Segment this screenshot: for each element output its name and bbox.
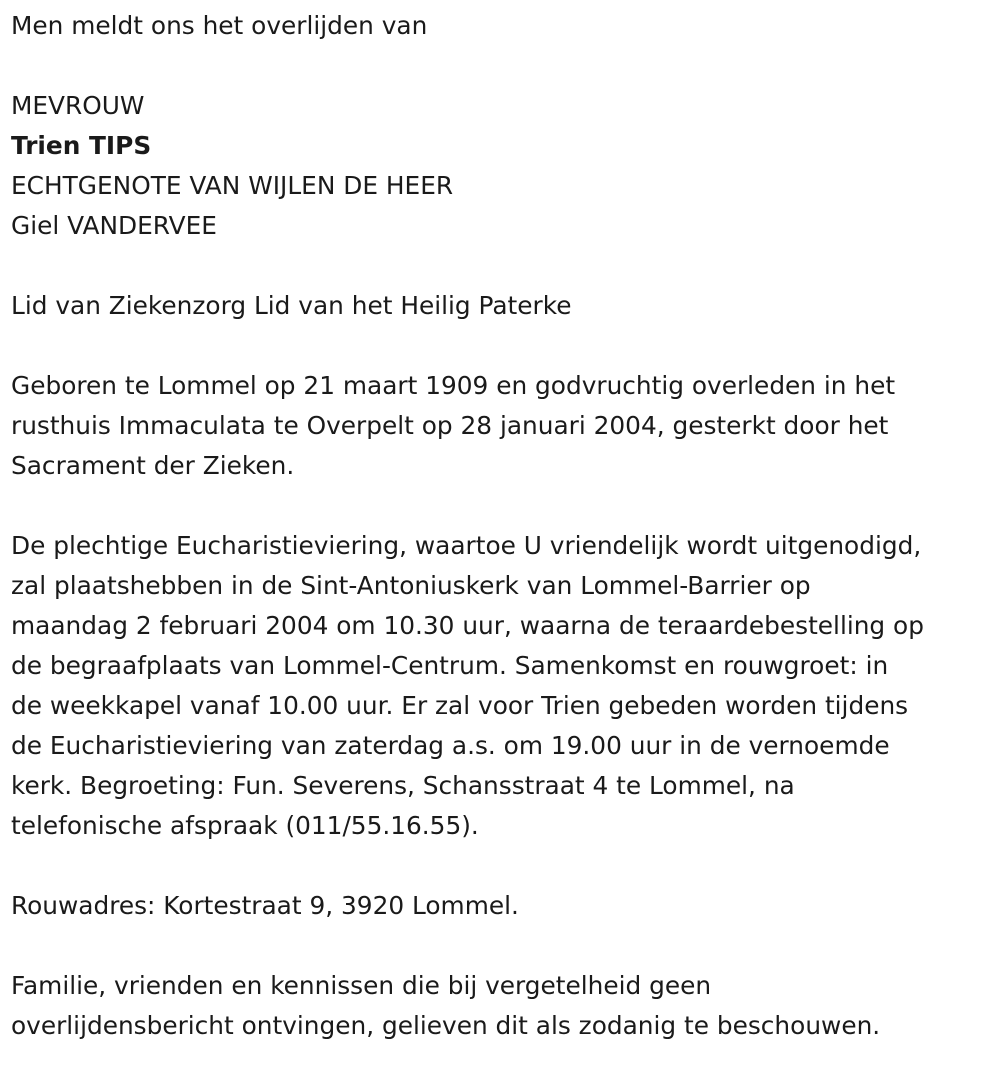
paragraph-line: kerk. Begroeting: Fun. Severens, Schansstraat 4 te Lommel, na xyxy=(11,771,795,800)
spouse-title: ECHTGENOTE VAN WIJLEN DE HEER xyxy=(11,171,454,200)
spacer xyxy=(11,46,1000,86)
paragraph-line: De plechtige Eucharistieviering, waartoe U vriendelijk wordt uitgenodigd, xyxy=(11,531,922,560)
mourning-address: Rouwadres: Kortestraat 9, 3920 Lommel. xyxy=(11,891,519,920)
intro-text: Men meldt ons het overlijden van xyxy=(11,11,428,40)
paragraph-line: zal plaatshebben in de Sint-Antoniuskerk van Lommel-Barrier op xyxy=(11,571,811,600)
paragraph-line: de Eucharistieviering van zaterdag a.s. om 19.00 uur in de vernoemde xyxy=(11,731,890,760)
closing-paragraph xyxy=(11,966,1000,1046)
paragraph-line: Familie, vrienden en kennissen die bij vergetelheid geen xyxy=(11,971,712,1000)
paragraph-line: overlijdensbericht ontvingen, gelieven dit als zodanig te beschouwen. xyxy=(11,1011,881,1040)
spacer xyxy=(11,926,1000,966)
salutation: MEVROUW xyxy=(11,91,145,120)
paragraph-line: Sacrament der Zieken. xyxy=(11,451,295,480)
spacer xyxy=(11,486,1000,526)
paragraph-line: telefonische afspraak (011/55.16.55). xyxy=(11,811,479,840)
paragraph-line: de begraafplaats van Lommel-Centrum. Samenkomst en rouwgroet: in xyxy=(11,651,889,680)
spacer xyxy=(11,246,1000,286)
paragraph-line: maandag 2 februari 2004 om 10.30 uur, waarna de teraardebestelling op xyxy=(11,611,924,640)
paragraph-line: de weekkapel vanaf 10.00 uur. Er zal voor Trien gebeden worden tijdens xyxy=(11,691,909,720)
memberships: Lid van Ziekenzorg Lid van het Heilig Paterke xyxy=(11,291,572,320)
ceremony-paragraph xyxy=(11,526,1000,846)
spacer xyxy=(11,326,1000,366)
paragraph-line: Geboren te Lommel op 21 maart 1909 en godvruchtig overleden in het xyxy=(11,371,896,400)
spacer xyxy=(11,846,1000,886)
birth-death-paragraph xyxy=(11,366,1000,486)
spouse-name: Giel VANDERVEE xyxy=(11,211,217,240)
paragraph-line: rusthuis Immaculata te Overpelt op 28 januari 2004, gesterkt door het xyxy=(11,411,889,440)
deceased-name: Trien TIPS xyxy=(11,131,152,160)
